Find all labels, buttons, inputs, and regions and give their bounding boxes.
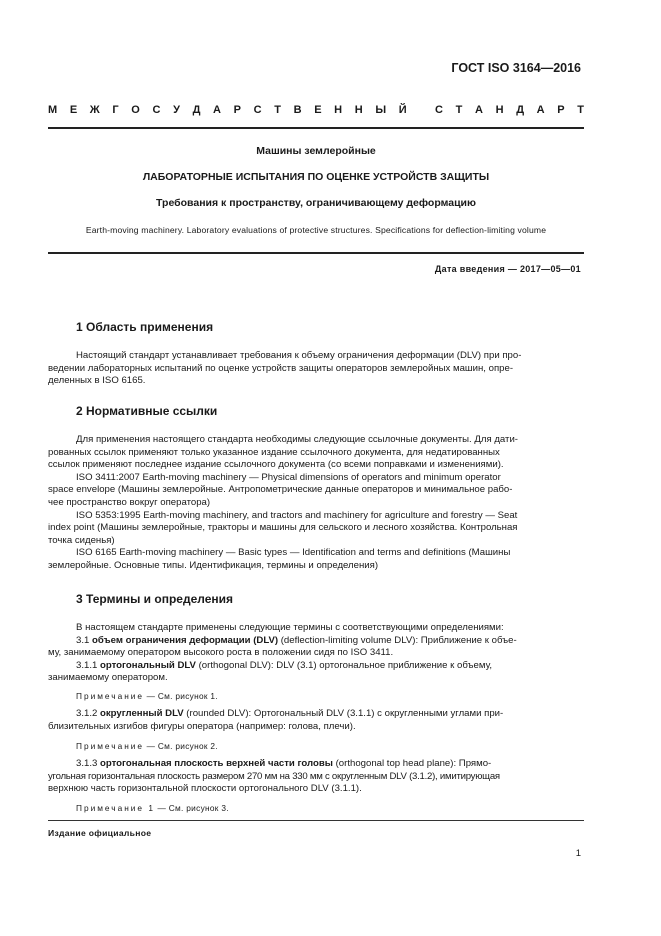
note-2 xyxy=(76,741,218,751)
text-line xyxy=(76,622,584,635)
official-edition-label: Издание официальное xyxy=(48,828,152,838)
text-span: землеройные. Основные типы. Идентификация, термины и определения) xyxy=(48,559,379,571)
banner-letter: В xyxy=(293,104,302,116)
footer-divider xyxy=(48,820,584,821)
text-span: ISO 3411:2007 Earth-moving machinery — Physical dimensions of operators and minimum operator xyxy=(76,471,501,483)
term-name: ортогональный DLV xyxy=(100,659,196,671)
note-1 xyxy=(76,691,218,701)
text-span: рованных ссылок применяют только указанное издание ссылочного документа, для недатированных xyxy=(48,446,500,458)
standard-banner xyxy=(48,104,584,116)
term-number: 3.1.1 xyxy=(76,659,101,671)
section-3-body xyxy=(48,622,584,685)
text-line xyxy=(48,771,584,784)
banner-letter: Д xyxy=(192,104,201,116)
text-span: ISO 6165 Earth-moving machinery — Basic types — Identification and terms and definitions (Машины xyxy=(76,547,511,559)
text-line xyxy=(76,434,584,447)
section-1-heading: 1 Область применения xyxy=(76,320,214,334)
english-title: Earth-moving machinery. Laboratory evaluations of protective structures. Specifications for deflection-limiting volume xyxy=(85,225,547,235)
banner-letter: О xyxy=(131,104,140,116)
text-line xyxy=(76,350,584,363)
note-text: — См. рисунок 2. xyxy=(144,741,218,751)
banner-letter: А xyxy=(213,104,221,116)
term-number: 3.1.2 xyxy=(76,708,101,719)
text-span: Настоящий стандарт устанавливает требования к объему ограничения деформации (DLV) при про- xyxy=(76,350,522,361)
banner-letter: Й xyxy=(398,104,407,116)
banner-letter: Н xyxy=(334,104,343,116)
text-span: му, занимаемому оператором высокого роста в положении сидя по ISO 3411. xyxy=(48,647,394,659)
banner-letter: Т xyxy=(274,104,281,116)
term-number: 3.1 xyxy=(76,634,93,646)
banner-letter: С xyxy=(435,104,443,116)
text-line xyxy=(48,783,584,796)
title-divider xyxy=(48,252,584,254)
term-number: 3.1.3 xyxy=(76,758,101,769)
banner-letter: М xyxy=(48,104,58,116)
section-3-heading: 3 Термины и определения xyxy=(76,592,234,606)
text-line xyxy=(48,672,584,685)
section-2-heading: 2 Нормативные ссылки xyxy=(76,404,218,418)
text-line xyxy=(76,510,584,523)
title-line-3: Требования к пространству, ограничивающему деформацию xyxy=(156,197,476,209)
term-name: округленный DLV xyxy=(100,708,184,719)
text-line xyxy=(48,497,584,510)
text-line xyxy=(48,363,584,376)
text-line xyxy=(76,472,584,485)
note-label: Примечание 1 xyxy=(76,803,155,813)
note-text: — См. рисунок 3. xyxy=(154,803,229,813)
banner-letter: Ы xyxy=(375,104,387,116)
text-span: чее пространство вокруг оператора) xyxy=(48,496,211,508)
banner-letter: Е xyxy=(314,104,322,116)
section-1-paragraph xyxy=(48,350,584,388)
banner-letter: А xyxy=(536,104,545,116)
text-span: занимаемому оператором. xyxy=(48,672,168,684)
banner-gap xyxy=(419,104,422,116)
text-span: близительных изгибов фигуры оператора (например: голова, плечи). xyxy=(48,720,356,732)
section-2-body xyxy=(48,434,584,573)
title-line-1: Машины землеройные xyxy=(256,145,376,157)
text-line xyxy=(48,447,584,460)
banner-letter: Н xyxy=(495,104,504,116)
banner-letter: С xyxy=(152,104,161,116)
banner-letter: Е xyxy=(69,104,78,116)
note-3 xyxy=(76,803,229,813)
banner-letter: Н xyxy=(354,104,363,116)
banner-letter: С xyxy=(253,104,262,116)
page-number: 1 xyxy=(575,848,581,859)
text-line xyxy=(48,560,584,573)
term-3-1-2 xyxy=(76,708,584,721)
text-span: ISO 5353:1995 Earth-moving machinery, and tractors and machinery for agriculture and forestry — Seat xyxy=(76,509,518,521)
banner-letter: Д xyxy=(516,104,525,116)
text-span: деленных в ISO 6165. xyxy=(48,375,146,387)
title-line-2: ЛАБОРАТОРНЫЕ ИСПЫТАНИЯ ПО ОЦЕНКЕ УСТРОЙСТВ ЗАЩИТЫ xyxy=(142,171,490,183)
text-line xyxy=(48,535,584,548)
text-span: угольная горизонтальная плоскость размером 270 мм на 330 мм с округленным DLV (3.1.2), имитирующая xyxy=(48,770,500,782)
term-3-1-3 xyxy=(76,758,584,771)
text-line xyxy=(48,459,584,472)
text-span: index point (Машины землеройные, тракторы и машины для сельского и лесного хозяйства. Контрольная xyxy=(48,522,518,534)
text-line xyxy=(48,721,584,734)
text-span: Для применения настоящего стандарта необходимы следующие ссылочные документы. Для дати- xyxy=(76,434,518,445)
banner-letter: Г xyxy=(112,104,119,116)
term-name: ортогональная плоскость верхней части головы xyxy=(100,758,333,769)
text-span: точка сиденья) xyxy=(48,534,115,546)
text-line xyxy=(48,375,584,388)
note-label: Примечание xyxy=(76,741,145,751)
term-definition: (orthogonal top head plane): Прямо- xyxy=(332,758,492,769)
text-span: ведении лабораторных испытаний по оценке устройств защиты операторов землеройных машин, опре- xyxy=(48,362,514,374)
banner-letter: Т xyxy=(577,104,584,116)
term-3-1-3-block xyxy=(48,758,584,796)
note-text: — См. рисунок 1. xyxy=(144,691,218,701)
text-span: верхнюю часть горизонтальной плоскости ортогонального DLV (3.1.1). xyxy=(48,783,362,795)
text-line xyxy=(48,522,584,535)
introduction-date: Дата введения — 2017—05—01 xyxy=(434,264,581,274)
term-3-1-1 xyxy=(76,660,584,673)
banner-letter: А xyxy=(475,104,483,116)
term-name: объем ограничения деформации (DLV) xyxy=(92,634,279,646)
text-line xyxy=(48,647,584,660)
banner-letter: Ж xyxy=(89,104,100,116)
term-definition: (orthogonal DLV): DLV (3.1) ортогональное приближение к объему, xyxy=(195,659,493,671)
text-span: В настоящем стандарте применены следующие термины с соответствующими определениями: xyxy=(76,622,504,633)
banner-letter: Т xyxy=(455,104,463,116)
text-line xyxy=(76,547,584,560)
text-line xyxy=(48,484,584,497)
banner-letter: Р xyxy=(233,104,241,116)
term-3-1-2-block xyxy=(48,708,584,733)
text-span: space envelope (Машины землеройные. Антропометрические данные операторов и минимальное рабо- xyxy=(48,484,513,496)
top-divider xyxy=(48,127,584,129)
term-definition: (rounded DLV): Ортогональный DLV (3.1.1) с округленными углами при- xyxy=(183,708,504,719)
document-code: ГОСТ ISO 3164—2016 xyxy=(451,61,581,75)
text-span: ссылок применяют последнее издание ссылочного документа (со всеми поправками и изменениями). xyxy=(48,459,504,471)
banner-letter: У xyxy=(173,104,180,116)
term-3-1 xyxy=(76,635,584,648)
banner-letter: Р xyxy=(557,104,565,116)
note-label: Примечание xyxy=(76,691,145,701)
term-definition: (deflection-limiting volume DLV): Приближение к объе- xyxy=(278,634,517,646)
